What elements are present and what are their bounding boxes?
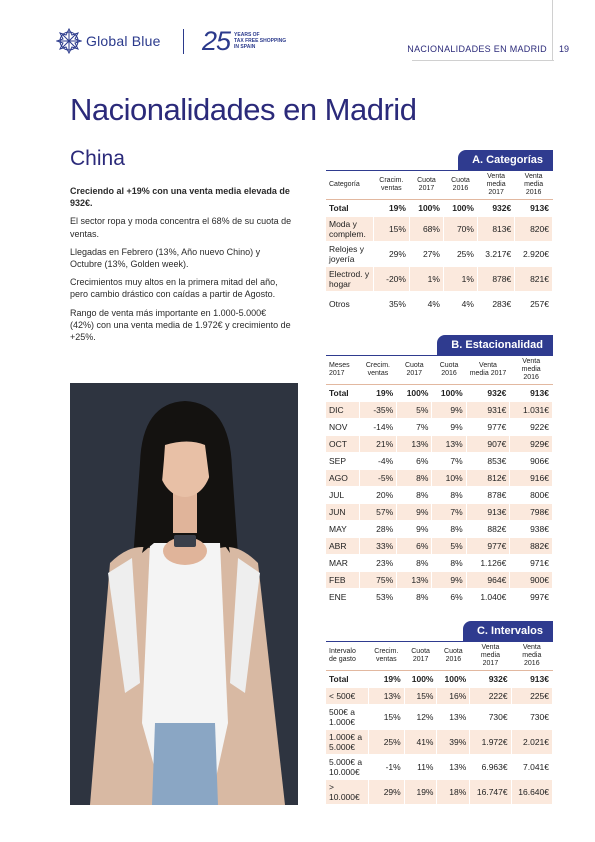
table-row xyxy=(326,572,553,589)
woman-with-phone-photo xyxy=(70,383,298,805)
column-header: Cracim. ventas xyxy=(373,171,409,200)
header-vertical-rule xyxy=(552,0,553,60)
table-cell: 13% xyxy=(368,688,404,705)
table-cell: 100% xyxy=(397,385,432,402)
table-cell: 15% xyxy=(368,705,404,730)
table-cell: 913€ xyxy=(466,504,510,521)
table-cell: 100% xyxy=(437,671,470,688)
table-cell: 977€ xyxy=(466,419,510,436)
row-label: 5.000€ a 10.000€ xyxy=(326,755,368,780)
table-cell: 730€ xyxy=(511,705,552,730)
table-cell: 932€ xyxy=(470,671,511,688)
table-cell: 1% xyxy=(443,267,477,292)
table-estacionalidad xyxy=(326,335,553,606)
table-row xyxy=(326,453,553,470)
table-row xyxy=(326,521,553,538)
column-header: Meses 2017 xyxy=(326,356,359,385)
table-cell: 16% xyxy=(437,688,470,705)
table-cell: 800€ xyxy=(510,487,553,504)
table-cell: 4% xyxy=(409,292,443,317)
table-cell: 8% xyxy=(432,521,466,538)
table-cell: 7% xyxy=(432,453,466,470)
table-cell: 19% xyxy=(404,780,437,805)
row-label: FEB xyxy=(326,572,359,589)
table-cell: 225€ xyxy=(511,688,552,705)
column-header: Cuota 2017 xyxy=(404,642,437,671)
table-cell: 257€ xyxy=(515,292,553,317)
table-cell: 70% xyxy=(443,217,477,242)
summary-paragraph: Rango de venta más importante en 1.000-5.000€ (42%) con una venta media de 1.972€ y crecimiento de +25%. xyxy=(70,307,291,343)
column-header: Cuota 2016 xyxy=(432,356,466,385)
row-label: Relojes y joyería xyxy=(326,242,373,267)
table-cell: 39% xyxy=(437,730,470,755)
column-header: Crecim. ventas xyxy=(359,356,396,385)
column-header: Cuota 2017 xyxy=(409,171,443,200)
row-label: AGO xyxy=(326,470,359,487)
table-cell: 57% xyxy=(359,504,396,521)
table-cell: 977€ xyxy=(466,538,510,555)
table-cell: -5% xyxy=(359,470,396,487)
table-cell: 929€ xyxy=(510,436,553,453)
table-row xyxy=(326,267,553,292)
row-label: ENE xyxy=(326,589,359,606)
table-cell: 16.640€ xyxy=(511,780,552,805)
table-cell: -35% xyxy=(359,402,396,419)
table-cell: 7.041€ xyxy=(511,755,552,780)
table-cell: 12% xyxy=(404,705,437,730)
table-cell: 35% xyxy=(373,292,409,317)
table-cell: 68% xyxy=(409,217,443,242)
table-cell: 813€ xyxy=(477,217,514,242)
table-cell: 913€ xyxy=(511,671,552,688)
table-cell: 5% xyxy=(397,402,432,419)
table-cell: 18% xyxy=(437,780,470,805)
categorias-table xyxy=(326,171,553,317)
table-row xyxy=(326,402,553,419)
row-label: Electrod. y hogar xyxy=(326,267,373,292)
table-cell: 13% xyxy=(437,755,470,780)
anniversary-line-3: IN SPAIN xyxy=(234,44,256,50)
table-cell: 3.217€ xyxy=(477,242,514,267)
table-cell: 283€ xyxy=(477,292,514,317)
table-cell: -1% xyxy=(368,755,404,780)
table-row xyxy=(326,292,553,317)
table-cell: 222€ xyxy=(470,688,511,705)
table-cell: 1.031€ xyxy=(510,402,553,419)
summary-text xyxy=(70,185,292,349)
table-cell: 882€ xyxy=(510,538,553,555)
total-row xyxy=(326,385,553,402)
table-cell: 20% xyxy=(359,487,396,504)
row-label: < 500€ xyxy=(326,688,368,705)
row-label: ABR xyxy=(326,538,359,555)
table-cell: 41% xyxy=(404,730,437,755)
summary-lead: Creciendo al +19% con una venta media elevada de 932€. xyxy=(70,186,290,209)
table-cell: 913€ xyxy=(515,200,553,217)
table-row xyxy=(326,688,553,705)
table-cell: 878€ xyxy=(477,267,514,292)
row-label: MAR xyxy=(326,555,359,572)
table-cell: 4% xyxy=(443,292,477,317)
table-cell: 8% xyxy=(432,555,466,572)
table-cell: 25% xyxy=(443,242,477,267)
table-cell: 13% xyxy=(397,436,432,453)
column-header: Categoría xyxy=(326,171,373,200)
table-cell: 15% xyxy=(373,217,409,242)
table-cell: 75% xyxy=(359,572,396,589)
table-cell: 853€ xyxy=(466,453,510,470)
estacionalidad-table xyxy=(326,356,553,606)
row-label: Moda y complem. xyxy=(326,217,373,242)
table-cell: 2.920€ xyxy=(515,242,553,267)
brand-name: Global Blue xyxy=(86,33,161,49)
global-blue-logo xyxy=(56,28,161,54)
table-cell: -4% xyxy=(359,453,396,470)
row-label: Total xyxy=(326,385,359,402)
summary-paragraph: Llegadas en Febrero (13%, Año nuevo Chino) y Octubre (13%, Golden week). xyxy=(70,246,261,270)
table-cell: 6% xyxy=(397,453,432,470)
table-cell: 100% xyxy=(443,200,477,217)
table-row xyxy=(326,538,553,555)
table-row xyxy=(326,780,553,805)
column-header: Venta media 2016 xyxy=(510,356,553,385)
table-cell: 971€ xyxy=(510,555,553,572)
table-cell: 798€ xyxy=(510,504,553,521)
column-header: Venta media 2017 xyxy=(470,642,511,671)
table-cell: 100% xyxy=(404,671,437,688)
table-cell: 932€ xyxy=(477,200,514,217)
table-cell: 9% xyxy=(397,504,432,521)
row-label: NOV xyxy=(326,419,359,436)
table-cell: -14% xyxy=(359,419,396,436)
row-label: JUN xyxy=(326,504,359,521)
table-cell: 916€ xyxy=(510,470,553,487)
table-cell: 23% xyxy=(359,555,396,572)
table-cell: 9% xyxy=(432,572,466,589)
table-cell: 906€ xyxy=(510,453,553,470)
column-header: Intervalo de gasto xyxy=(326,642,368,671)
table-cell: 8% xyxy=(397,589,432,606)
header-horizontal-rule xyxy=(412,60,554,61)
table-cell: 964€ xyxy=(466,572,510,589)
row-label: MAY xyxy=(326,521,359,538)
row-label: DIC xyxy=(326,402,359,419)
column-header: Venta media 2016 xyxy=(515,171,553,200)
table-cell: 53% xyxy=(359,589,396,606)
table-intervalos xyxy=(326,621,553,805)
table-row xyxy=(326,436,553,453)
table-cell: 13% xyxy=(432,436,466,453)
table-cell: 21% xyxy=(359,436,396,453)
table-row xyxy=(326,470,553,487)
row-label: OCT xyxy=(326,436,359,453)
column-header: Crecim. ventas xyxy=(368,642,404,671)
table-cell: 13% xyxy=(437,705,470,730)
country-title: China xyxy=(70,147,125,170)
summary-paragraph: Crecimientos muy altos en la primera mitad del año, pero cambio drástico con caídas a partir de Agosto. xyxy=(70,277,278,300)
page-title: Nacionalidades en Madrid xyxy=(70,92,417,127)
page-number: 19 xyxy=(558,44,569,54)
table-cell: 5% xyxy=(432,538,466,555)
table-cell: 878€ xyxy=(466,487,510,504)
row-label: 500€ a 1.000€ xyxy=(326,705,368,730)
table-cell: 9% xyxy=(397,521,432,538)
table-cell: 29% xyxy=(368,780,404,805)
table-cell: 812€ xyxy=(466,470,510,487)
table-cell: 100% xyxy=(409,200,443,217)
table-cell: 19% xyxy=(373,200,409,217)
table-cell: 997€ xyxy=(510,589,553,606)
table-cell: 27% xyxy=(409,242,443,267)
table-cell: 8% xyxy=(397,555,432,572)
table-categorias xyxy=(326,150,553,317)
globe-icon xyxy=(56,28,82,54)
table-cell: 6% xyxy=(432,589,466,606)
row-label: Otros xyxy=(326,292,373,317)
table-cell: 8% xyxy=(432,487,466,504)
row-label: Total xyxy=(326,671,368,688)
table-tab-categorias: A. Categorías xyxy=(458,150,553,170)
table-cell: 820€ xyxy=(515,217,553,242)
table-cell: 11% xyxy=(404,755,437,780)
table-cell: 922€ xyxy=(510,419,553,436)
table-cell: 6% xyxy=(397,538,432,555)
table-cell: 821€ xyxy=(515,267,553,292)
table-cell: 1.972€ xyxy=(470,730,511,755)
table-cell: 9% xyxy=(432,419,466,436)
table-cell: 907€ xyxy=(466,436,510,453)
table-cell: 938€ xyxy=(510,521,553,538)
table-cell: 1.126€ xyxy=(466,555,510,572)
table-cell: 900€ xyxy=(510,572,553,589)
section-name: NACIONALIDADES EN MADRID xyxy=(407,44,547,54)
table-cell: -20% xyxy=(373,267,409,292)
table-row xyxy=(326,487,553,504)
table-cell: 19% xyxy=(359,385,396,402)
table-cell: 33% xyxy=(359,538,396,555)
table-cell: 13% xyxy=(397,572,432,589)
column-header: Venta media 2016 xyxy=(511,642,552,671)
row-label: 1.000€ a 5.000€ xyxy=(326,730,368,755)
table-cell: 6.963€ xyxy=(470,755,511,780)
table-cell: 8% xyxy=(397,487,432,504)
anniversary-line-1: YEARS OF xyxy=(234,32,260,38)
table-cell: 730€ xyxy=(470,705,511,730)
row-label: > 10.000€ xyxy=(326,780,368,805)
table-cell: 8% xyxy=(397,470,432,487)
table-cell: 25% xyxy=(368,730,404,755)
row-label: SEP xyxy=(326,453,359,470)
table-cell: 882€ xyxy=(466,521,510,538)
table-row xyxy=(326,242,553,267)
table-cell: 931€ xyxy=(466,402,510,419)
table-row xyxy=(326,419,553,436)
row-label: Total xyxy=(326,200,373,217)
logo-divider xyxy=(183,29,184,54)
table-cell: 19% xyxy=(368,671,404,688)
anniversary-number: 25 xyxy=(202,26,231,56)
table-row xyxy=(326,217,553,242)
table-cell: 7% xyxy=(397,419,432,436)
table-cell: 1.040€ xyxy=(466,589,510,606)
column-header: Cuota 2017 xyxy=(397,356,432,385)
table-tab-intervalos: C. Intervalos xyxy=(463,621,553,641)
table-cell: 16.747€ xyxy=(470,780,511,805)
table-row xyxy=(326,755,553,780)
table-row xyxy=(326,589,553,606)
anniversary-line-2: TAX FREE SHOPPING xyxy=(234,38,287,44)
table-row xyxy=(326,705,553,730)
table-cell: 29% xyxy=(373,242,409,267)
table-row xyxy=(326,504,553,521)
intervalos-table xyxy=(326,642,553,805)
table-cell: 100% xyxy=(432,385,466,402)
table-tab-estacionalidad: B. Estacionalidad xyxy=(437,335,553,355)
row-label: JUL xyxy=(326,487,359,504)
table-cell: 10% xyxy=(432,470,466,487)
table-cell: 28% xyxy=(359,521,396,538)
table-cell: 9% xyxy=(432,402,466,419)
table-cell: 932€ xyxy=(466,385,510,402)
anniversary-mark xyxy=(202,28,286,54)
table-row xyxy=(326,555,553,572)
total-row xyxy=(326,200,553,217)
column-header: Venta media 2017 xyxy=(466,356,510,385)
summary-paragraph: El sector ropa y moda concentra el 68% de su cuota de ventas. xyxy=(70,216,292,239)
table-cell: 2.021€ xyxy=(511,730,552,755)
table-cell: 913€ xyxy=(510,385,553,402)
column-header: Cuota 2016 xyxy=(437,642,470,671)
table-cell: 15% xyxy=(404,688,437,705)
column-header: Cuota 2016 xyxy=(443,171,477,200)
table-cell: 1% xyxy=(409,267,443,292)
table-cell: 7% xyxy=(432,504,466,521)
total-row xyxy=(326,671,553,688)
column-header: Venta media 2017 xyxy=(477,171,514,200)
table-row xyxy=(326,730,553,755)
